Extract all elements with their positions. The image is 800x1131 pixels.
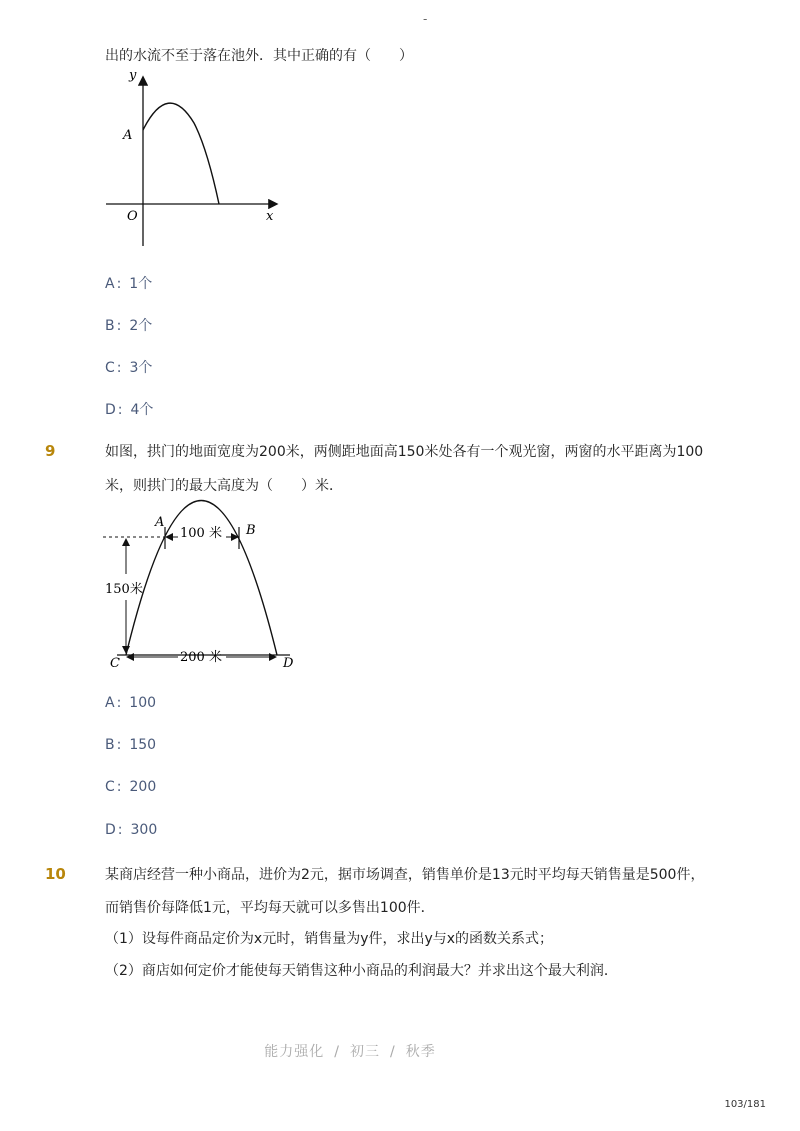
q9-option-a[interactable]: A : 100 bbox=[105, 695, 157, 711]
q9-line-2: 米，则拱门的最大高度为（ ）米． bbox=[105, 478, 343, 494]
q10-number: 10 bbox=[45, 865, 66, 883]
header-mark: - bbox=[423, 12, 428, 26]
q9-number: 9 bbox=[45, 442, 56, 460]
height-label: 150米 bbox=[105, 582, 143, 597]
footer-part2: 初三 bbox=[350, 1044, 380, 1060]
footer-part1: 能力强化 bbox=[264, 1044, 325, 1060]
q9-option-b[interactable]: B : 150 bbox=[105, 737, 157, 753]
footer-sep-1: / bbox=[334, 1044, 340, 1060]
q8-continuation: 出的水流不至于落在池外．其中正确的有（ ） bbox=[105, 48, 413, 64]
base-label: 200 米 bbox=[180, 650, 222, 665]
footer bbox=[0, 1041, 700, 1061]
y-axis-label: y bbox=[129, 68, 137, 83]
page-number: 103/181 bbox=[724, 1099, 766, 1110]
q8-option-d[interactable]: D : 4个 bbox=[105, 402, 154, 418]
label-d: D bbox=[283, 656, 294, 671]
x-axis-label: x bbox=[266, 209, 274, 224]
q9-line-1: 如图，拱门的地面宽度为200米，两侧距地面高150米处各有一个观光窗，两窗的水平距离为100 bbox=[105, 444, 704, 460]
q9-option-c[interactable]: C : 200 bbox=[105, 779, 157, 795]
origin-label: O bbox=[127, 209, 138, 224]
label-a: A bbox=[155, 515, 165, 530]
footer-sep-2: / bbox=[390, 1044, 396, 1060]
q10-part-2: （2）商店如何定价才能使每天销售这种小商品的利润最大？并求出这个最大利润． bbox=[105, 963, 618, 979]
width-label: 100 米 bbox=[180, 526, 222, 541]
q8-option-b[interactable]: B : 2个 bbox=[105, 318, 153, 334]
q8-option-c[interactable]: C : 3个 bbox=[105, 360, 153, 376]
q8-option-a[interactable]: A : 1个 bbox=[105, 276, 153, 292]
water-curve bbox=[143, 103, 219, 204]
label-b: B bbox=[246, 523, 256, 538]
point-a-label: A bbox=[123, 128, 133, 143]
footer-part3: 秋季 bbox=[405, 1044, 436, 1060]
q8-parabola-figure bbox=[100, 68, 290, 250]
q10-line-1: 某商店经营一种小商品，进价为2元，据市场调查，销售单价是13元时平均每天销售量是500件， bbox=[105, 867, 705, 883]
q9-arch-figure bbox=[100, 494, 305, 674]
label-c: C bbox=[110, 656, 120, 671]
q10-line-2: 而销售价每降低1元，平均每天就可以多售出100件． bbox=[105, 900, 435, 916]
q9-option-d[interactable]: D : 300 bbox=[105, 822, 158, 838]
q10-part-1: （1）设每件商品定价为x元时，销售量为y件，求出y与x的函数关系式； bbox=[105, 931, 554, 947]
